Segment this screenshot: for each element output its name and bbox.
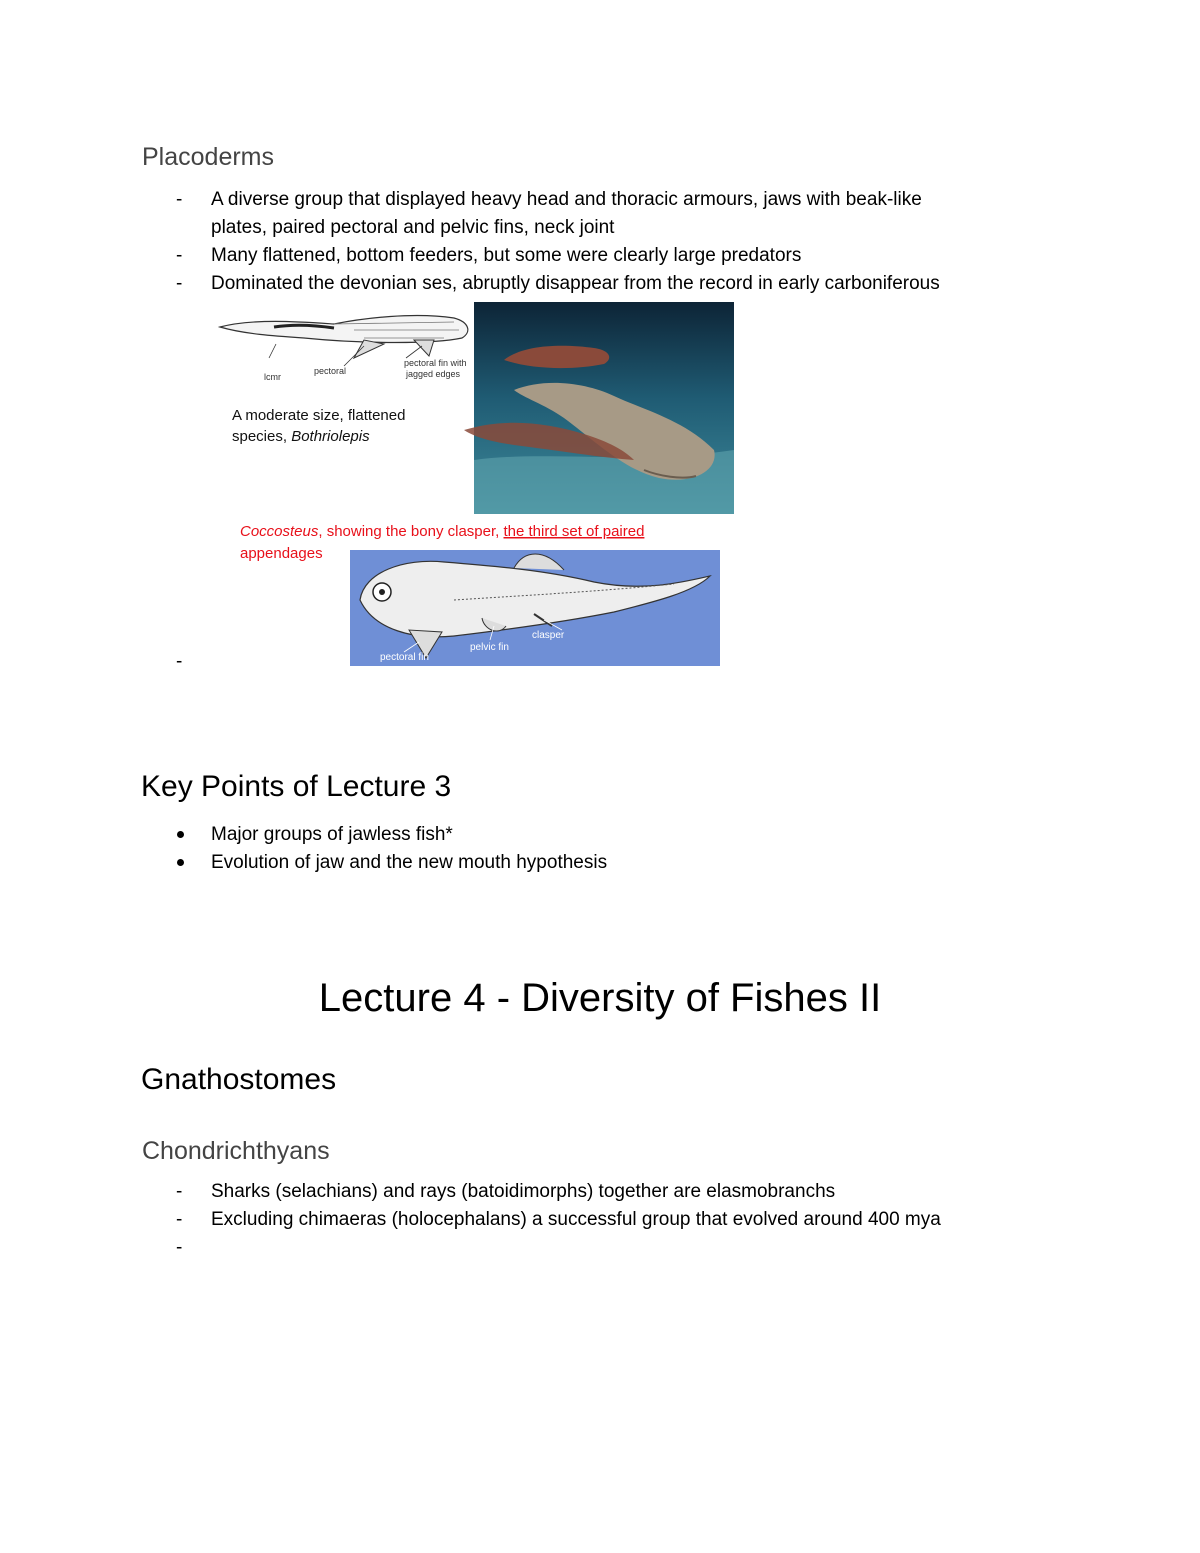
bothriolepis-label: lcmr [264, 372, 281, 382]
bothriolepis-drawing [220, 316, 468, 382]
coccosteus-label: pelvic fin [470, 642, 509, 653]
placoderm-figure [214, 300, 736, 666]
bullet-icon [177, 859, 184, 866]
bothriolepis-label: pectoral fin with [404, 358, 467, 368]
bothriolepis-label: pectoral [314, 366, 347, 376]
list-item-text: Evolution of jaw and the new mouth hypothesis [211, 852, 608, 873]
bothriolepis-caption-line1: A moderate size, flattened [232, 407, 406, 424]
bothriolepis-label: jagged edges [406, 369, 461, 379]
underwater-photo [464, 302, 734, 514]
list-item-text: Sharks (selachians) and rays (batoidimorphs) together are elasmobranchs [211, 1181, 836, 1202]
list-item-text: Excluding chimaeras (holocephalans) a successful group that evolved around 400 mya [211, 1209, 941, 1230]
coccosteus-label: pectoral fin [380, 652, 429, 663]
list-marker: - [176, 273, 183, 294]
section-heading: Gnathostomes [141, 1063, 337, 1096]
list-item-text: Major groups of jawless fish* [211, 824, 453, 845]
list-item-text: plates, paired pectoral and pelvic fins, neck joint [211, 217, 615, 238]
list-marker: - [176, 1237, 183, 1258]
list-marker: - [176, 1209, 183, 1230]
list-item-text: Many flattened, bottom feeders, but some were clearly large predators [211, 245, 802, 266]
bullet-icon [177, 831, 184, 838]
lecture-title: Lecture 4 - Diversity of Fishes II [318, 976, 882, 1020]
subsection-heading: Chondrichthyans [142, 1137, 330, 1165]
coccosteus-drawing [350, 550, 720, 666]
list-item-text: A diverse group that displayed heavy head and thoracic armours, jaws with beak-like [211, 189, 922, 210]
list-marker: - [176, 1181, 183, 1202]
list-item-text: Dominated the devonian ses, abruptly disappear from the record in early carboniferous [211, 273, 940, 294]
coccosteus-caption-line1: Coccosteus, showing the bony clasper, the third set of paired [240, 523, 645, 540]
bothriolepis-caption-line2: species, Bothriolepis [232, 428, 370, 445]
list-marker: - [176, 651, 183, 672]
list-marker: - [176, 189, 183, 210]
key-points-heading: Key Points of Lecture 3 [141, 770, 452, 803]
placoderm-figure-svg [214, 300, 736, 666]
coccosteus-caption-line2: appendages [240, 545, 323, 562]
coccosteus-label: clasper [532, 630, 565, 641]
list-marker: - [176, 245, 183, 266]
placoderms-heading: Placoderms [142, 143, 274, 171]
